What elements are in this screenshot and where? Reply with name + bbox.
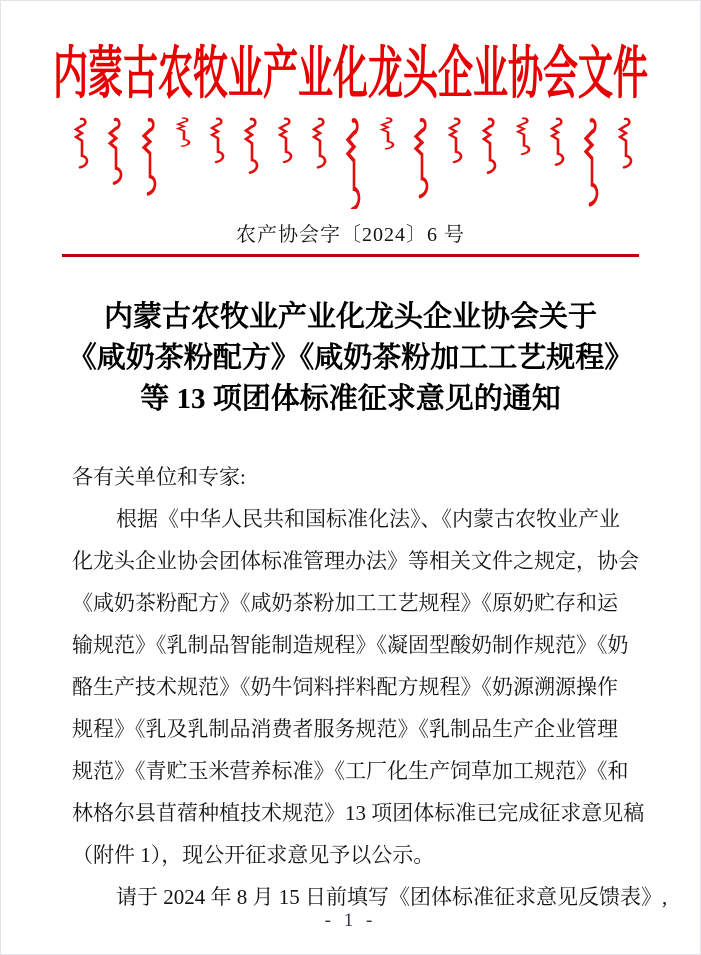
reference-number: 农产协会字〔2024〕6 号 xyxy=(236,224,465,246)
letterhead xyxy=(1,27,700,113)
body-line: 根据《中华人民共和国标准化法》、《内蒙古农牧业产业 xyxy=(116,507,620,531)
document-title xyxy=(1,297,700,420)
body-line: 请于 2024 年 8 月 15 日前填写《团体标准征求意见反馈表》, xyxy=(116,885,668,909)
document-title-line: 等 13 项团体标准征求意见的通知 xyxy=(140,383,561,415)
page-number: - 1 - xyxy=(324,910,377,931)
body-line: 化龙头企业协会团体标准管理办法》等相关文件之规定，协会 xyxy=(72,549,639,573)
body-line: 规程》《乳及乳制品消费者服务规范》《乳制品生产企业管理 xyxy=(72,717,618,741)
body-line: 规范》《青贮玉米营养标准》《工厂化生产饲草加工规范》《和 xyxy=(72,759,629,783)
document-title-line: 《咸奶茶粉配方》《咸奶茶粉加工工艺规程》 xyxy=(67,342,634,374)
body-salutation: 各有关单位和专家: xyxy=(72,465,246,489)
body-line: 《咸奶茶粉配方》《咸奶茶粉加工工艺规程》《原奶贮存和运 xyxy=(72,591,618,615)
body-line: （附件 1），现公开征求意见予以公示。 xyxy=(72,843,435,867)
body-line: 酪生产技术规范》《奶牛饲料拌料配方规程》《奶源溯源操作 xyxy=(72,675,618,699)
red-divider-rule xyxy=(62,254,639,257)
document-body xyxy=(72,456,668,918)
mongolian-script-icon xyxy=(63,115,638,209)
organization-title: 内蒙古农牧业产业化龙头企业协会文件 xyxy=(52,42,648,106)
body-line: 林格尔县苜蓿种植技术规范》13 项团体标准已完成征求意见稿 xyxy=(72,801,645,825)
document-title-line: 内蒙古农牧业产业化龙头企业协会关于 xyxy=(103,301,597,333)
body-line: 输规范》《乳制品智能制造规程》《凝固型酸奶制作规范》《奶 xyxy=(72,633,629,657)
